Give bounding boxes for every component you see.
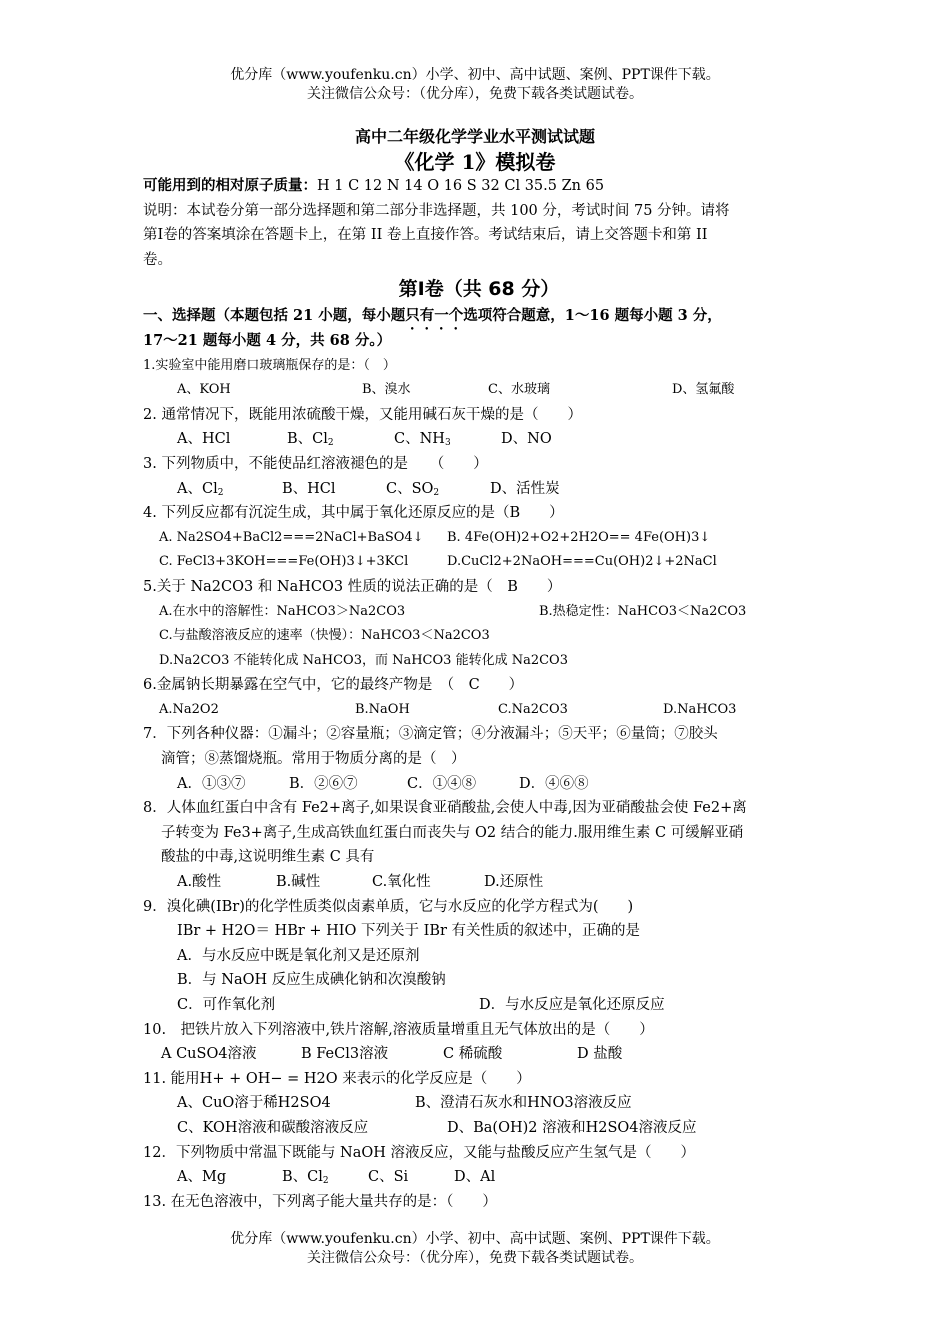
q1-option-b: B、溴水 xyxy=(362,382,411,398)
q10-option-a: A CuSO4溶液 xyxy=(161,1046,257,1063)
q7-options xyxy=(143,772,815,797)
q2-option-a: A、HCl xyxy=(177,431,231,448)
section-emphasis: 只有一个 xyxy=(405,307,464,325)
q7-option-b: B．②⑥⑦ xyxy=(289,775,358,792)
q2-option-b: B、Cl xyxy=(287,431,328,448)
q6-option-d: D.NaHCO3 xyxy=(663,701,737,717)
q9-option-a: A．与水反应中既是氧化剂又是还原剂 xyxy=(177,947,420,964)
q8-option-a: A.酸性 xyxy=(177,874,222,891)
q9-stem: 9．溴化碘(IBr)的化学性质类似卤素单质，它与水反应的化学方程式为( ) xyxy=(143,898,634,915)
q3-option-c: C、SO xyxy=(386,480,434,497)
q5-option-a: A.在水中的溶解性：NaHCO3＞Na2CO3 xyxy=(159,603,406,619)
q13-stem: 13. 在无色溶液中，下列离子能大量共存的是：（ ） xyxy=(143,1193,497,1210)
part1-heading: 第Ⅰ卷（共 68 分） xyxy=(398,278,560,301)
section-instructions-line2: 17～21 题每小题 4 分，共 68 分。） xyxy=(143,331,392,349)
q10-option-d: D 盐酸 xyxy=(577,1046,623,1063)
q1-option-d: D、氢氟酸 xyxy=(672,382,735,398)
section-text-b: 选项符合题意，1～16 题每小题 3 分， xyxy=(463,307,722,325)
q4-options-row2 xyxy=(143,550,815,575)
q10-option-b: B FeCl3溶液 xyxy=(301,1046,389,1063)
q2-option-d: D、NO xyxy=(501,431,552,448)
q7-stem: 7．下列各种仪器：①漏斗；②容量瓶；③滴定管；④分液漏斗；⑤天平；⑥量筒；⑦胶头 xyxy=(143,726,718,743)
q11-stem: 11. 能用H+ + OH− = H2O 来表示的化学反应是（ ） xyxy=(143,1070,531,1087)
atomic-mass-values: H 1 C 12 N 14 O 16 S 32 Cl 35.5 Zn 65 xyxy=(317,178,605,194)
q8-line-2: 子转变为 Fe3+离子,生成高铁血红蛋白而丧失与 O2 结合的能力.服用维生素 C 可缓解亚硝 xyxy=(161,824,744,841)
page-header xyxy=(0,66,950,104)
q11-option-c: C、KOH溶液和碳酸溶液反应 xyxy=(177,1119,369,1136)
q2-options: A、HCl B、$Cl_2$ C、$NH_3$ D、NO xyxy=(143,427,815,452)
q3-option-b: B、HCl xyxy=(282,480,336,497)
q5-options-row1 xyxy=(143,600,815,625)
q8-option-b: B.碱性 xyxy=(276,874,321,891)
q10-stem: 10. 把铁片放入下列溶液中,铁片溶解,溶液质量增重且无气体放出的是（ ） xyxy=(143,1021,654,1038)
q7-stem-2: 滴管；⑧蒸馏烧瓶。常用于物质分离的是（ ） xyxy=(161,751,466,768)
q5-option-b: B.热稳定性：NaHCO3＜Na2CO3 xyxy=(539,603,747,619)
q8-line-3: 酸盐的中毒,这说明维生素 C 具有 xyxy=(161,849,375,866)
q4-option-a: A. Na2SO4+BaCl2===2NaCl+BaSO4↓ xyxy=(159,529,424,545)
q8-options xyxy=(143,870,815,895)
q8-option-d: D.还原性 xyxy=(484,874,544,891)
q6-option-c: C.Na2CO3 xyxy=(498,701,568,717)
q10-options xyxy=(143,1042,815,1067)
footer-line-2: 关注微信公众号：（优分库），免费下载各类试题试卷。 xyxy=(307,1250,643,1266)
q9-stem-2: IBr + H2O＝ HBr + HIO 下列关于 IBr 有关性质的叙述中，正确的是 xyxy=(177,923,641,940)
exam-title: 高中二年级化学学业水平测试试题 xyxy=(354,127,595,146)
q11-options-row2 xyxy=(143,1116,815,1141)
q5-stem: 5.关于 Na2CO3 和 NaHCO3 性质的说法正确的是（ B ） xyxy=(143,578,562,595)
q8-line-1: 8．人体血红蛋白中含有 Fe2+离子,如果误食亚硝酸盐,会使人中毒,因为亚硝酸盐会使 Fe2+离 xyxy=(143,800,747,817)
q9-option-b: B．与 NaOH 反应生成碘化钠和次溴酸钠 xyxy=(177,972,446,989)
q8-option-c: C.氧化性 xyxy=(372,874,431,891)
q5-option-d: D.Na2CO3 不能转化成 NaHCO3，而 NaHCO3 能转化成 Na2CO3 xyxy=(159,652,568,668)
q6-option-a: A.Na2O2 xyxy=(159,701,219,717)
q1-option-c: C、水玻璃 xyxy=(488,382,550,398)
q4-option-b: B. 4Fe(OH)2+O2+2H2O== 4Fe(OH)3↓ xyxy=(447,529,711,545)
q7-option-a: A．①③⑦ xyxy=(177,775,246,792)
q9-options-row xyxy=(143,993,815,1018)
q10-option-c: C 稀硫酸 xyxy=(443,1046,503,1063)
section-text-a: 一、选择题（本题包括 21 小题，每小题 xyxy=(143,307,406,325)
q6-option-b: B.NaOH xyxy=(355,701,410,717)
q4-stem: 4. 下列反应都有沉淀生成，其中属于氧化还原反应的是（B ） xyxy=(143,505,564,522)
q11-options-row1 xyxy=(143,1091,815,1116)
q7-option-c: C．①④⑧ xyxy=(407,775,477,792)
q9-option-c: C．可作氧化剂 xyxy=(177,997,276,1013)
q5-option-c: C.与盐酸溶液反应的速率（快慢）：NaHCO3＜Na2CO3 xyxy=(159,628,490,644)
q11-option-a: A、CuO溶于稀H2SO4 xyxy=(177,1095,331,1112)
exam-subtitle: 《化学 1》模拟卷 xyxy=(394,150,556,174)
q1-stem: 1.实验室中能用磨口玻璃瓶保存的是：（ ） xyxy=(143,357,396,373)
q11-option-d: D、Ba(OH)2 溶液和H2SO4溶液反应 xyxy=(447,1119,697,1136)
q7-option-d: D．④⑥⑧ xyxy=(519,775,589,792)
header-line-1: 优分库（www.youfenku.cn）小学、初中、高中试题、案例、PPT课件下载。 xyxy=(230,67,720,83)
q3-stem: 3. 下列物质中，不能使品红溶液褪色的是 （ ） xyxy=(143,455,488,472)
intro-line-2: 第Ⅰ卷的答案填涂在答题卡上，在第 II 卷上直接作答。考试结束后，请上交答题卡和第 II xyxy=(143,227,708,244)
q3-option-d: D、活性炭 xyxy=(490,480,560,497)
q6-stem: 6.金属钠长期暴露在空气中，它的最终产物是 （ C ） xyxy=(143,677,524,694)
q3-option-a: A、Cl xyxy=(177,480,218,497)
q4-option-c: C. FeCl3+3KOH===Fe(OH)3↓+3KCl xyxy=(159,554,409,570)
q4-option-d: D.CuCl2+2NaOH===Cu(OH)2↓+2NaCl xyxy=(447,554,717,570)
section-instructions xyxy=(143,304,815,329)
q2-option-c: C、NH xyxy=(394,431,445,448)
exam-body xyxy=(143,174,815,1214)
q4-options-row1 xyxy=(143,526,815,551)
q11-option-b: B、澄清石灰水和HNO3溶液反应 xyxy=(415,1095,632,1112)
intro-line-1: 说明：本试卷分第一部分选择题和第二部分非选择题，共 100 分，考试时间 75 分钟。请将 xyxy=(143,202,730,219)
q12-stem: 12．下列物质中常温下既能与 NaOH 溶液反应，又能与盐酸反应产生氢气是（ ） xyxy=(143,1144,696,1161)
atomic-mass-label: 可能用到的相对原子质量： xyxy=(143,177,317,194)
q12-options: A、Mg B、$Cl_2$ C、Si D、Al xyxy=(143,1165,815,1190)
q12-option-b: B、Cl xyxy=(282,1169,323,1186)
q12-option-a: A、Mg xyxy=(177,1169,227,1186)
q12-option-d: D、Al xyxy=(454,1169,496,1186)
q3-options: A、$Cl_2$ B、HCl C、$SO_2$ D、活性炭 xyxy=(143,477,815,502)
header-line-2: 关注微信公众号：（优分库），免费下载各类试题试卷。 xyxy=(307,86,643,102)
intro-line-3: 卷。 xyxy=(143,251,172,268)
atomic-mass-line xyxy=(143,174,815,199)
q1-option-a: A、KOH xyxy=(177,382,231,398)
page-footer xyxy=(0,1230,950,1268)
q2-stem: 2. 通常情况下，既能用浓硫酸干燥，又能用碱石灰干燥的是（ ） xyxy=(143,406,582,423)
footer-line-1: 优分库（www.youfenku.cn）小学、初中、高中试题、案例、PPT课件下载。 xyxy=(230,1231,720,1247)
q6-options xyxy=(143,698,815,723)
q12-option-c: C、Si xyxy=(368,1169,409,1186)
q1-options xyxy=(143,378,815,403)
q9-option-d: D．与水反应是氧化还原反应 xyxy=(479,997,665,1013)
